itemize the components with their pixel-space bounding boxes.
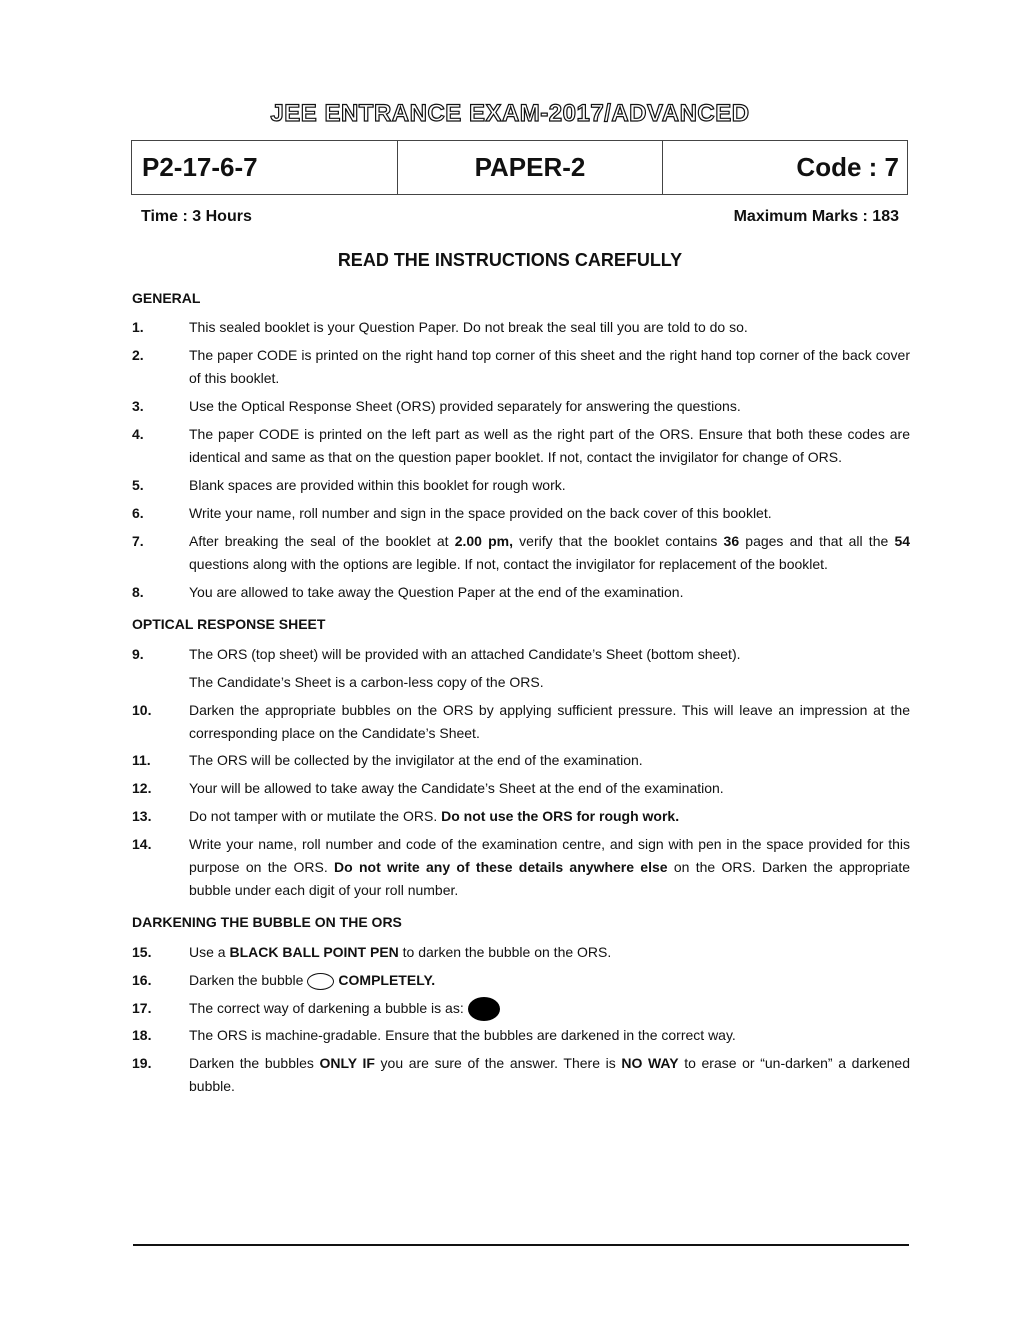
exam-time: Time : 3 Hours: [141, 208, 252, 225]
item-number: 18.: [132, 1027, 152, 1043]
item-text: [189, 997, 910, 1021]
text-run: on the ORS. Darken the appropriate bubble under each digit of your roll number.: [189, 859, 910, 898]
instruction-item: [132, 805, 910, 828]
item-text: The ORS (top sheet) will be provided with an attached Candidate’s Sheet (bottom sheet).: [189, 646, 741, 662]
section-title-darkening: DARKENING THE BUBBLE ON THE ORS: [132, 914, 402, 930]
instruction-item: [132, 749, 910, 772]
paper-code: Code : 7: [796, 152, 899, 182]
text-run: After breaking the seal of the booklet at: [189, 533, 455, 549]
item-text: The Candidate’s Sheet is a carbon-less copy of the ORS.: [189, 674, 544, 690]
instruction-item: [132, 833, 910, 902]
item-text: [189, 941, 910, 964]
text-run: pages and that all the: [739, 533, 895, 549]
text-run: to erase or “un-darken” a darkened bubble.: [189, 1055, 910, 1094]
bold-warning: Do not use the ORS for rough work.: [441, 808, 680, 824]
text-run: Do not tamper with or mutilate the ORS.: [189, 808, 442, 824]
bold-no-way: NO WAY: [621, 1055, 679, 1071]
item-number: 5.: [132, 477, 144, 493]
instruction-item-continued: [132, 671, 910, 694]
text-run: The correct way of darkening a bubble is as:: [189, 1000, 464, 1016]
item-number: 3.: [132, 398, 144, 414]
instruction-item: [132, 969, 910, 992]
exam-meta-row: [141, 208, 899, 226]
item-text: [189, 833, 910, 902]
bold-pen: BLACK BALL POINT PEN: [229, 944, 399, 960]
instruction-item: [132, 474, 910, 497]
item-text: The ORS is machine-gradable. Ensure that the bubbles are darkened in the correct way.: [189, 1027, 736, 1043]
item-number: 19.: [132, 1055, 152, 1071]
instruction-item: [132, 997, 910, 1021]
item-text: Blank spaces are provided within this booklet for rough work.: [189, 477, 566, 493]
item-number: 11.: [132, 752, 151, 768]
section-title-ors: OPTICAL RESPONSE SHEET: [132, 616, 326, 632]
item-number: 12.: [132, 780, 152, 796]
item-text: You are allowed to take away the Question Paper at the end of the examination.: [189, 584, 684, 600]
paper-id: P2-17-6-7: [132, 141, 398, 194]
instruction-item: [132, 316, 910, 339]
paper-code-table: [131, 140, 908, 195]
item-text: [189, 805, 910, 828]
item-number: 9.: [132, 646, 144, 662]
item-number: 1.: [132, 319, 144, 335]
instruction-item: [132, 777, 910, 800]
instruction-item: [132, 699, 910, 745]
bold-time: 2.00 pm,: [454, 533, 513, 549]
instruction-item: [132, 395, 910, 418]
item-number: 16.: [132, 972, 152, 988]
instruction-item: [132, 581, 910, 604]
item-number: 15.: [132, 944, 152, 960]
text-run: questions along with the options are legible. If not, contact the invigilator for replacement of the booklet.: [189, 556, 828, 572]
text-run: Use a: [189, 944, 230, 960]
item-number: 14.: [132, 836, 152, 852]
instruction-item: [132, 530, 910, 576]
item-text: [189, 530, 910, 576]
instructions-heading: READ THE INSTRUCTIONS CAREFULLY: [337, 250, 683, 270]
instruction-item: [132, 1024, 910, 1047]
empty-bubble-icon: [307, 973, 334, 990]
instruction-item: [132, 643, 910, 666]
text-run: Darken the bubble: [189, 972, 304, 988]
instruction-item: [132, 344, 910, 390]
instruction-item: [132, 941, 910, 964]
item-number: 13.: [132, 808, 152, 824]
item-text: Use the Optical Response Sheet (ORS) provided separately for answering the questions.: [189, 398, 741, 414]
item-number: 6.: [132, 505, 144, 521]
text-run: Write your name, roll number and code of the examination centre, and sign with pen in the space provided for this purpose on the ORS.: [189, 836, 910, 875]
text-run: Darken the bubbles: [189, 1055, 320, 1071]
paper-name: PAPER-2: [398, 141, 663, 194]
max-marks: Maximum Marks : 183: [733, 208, 899, 225]
item-text: The paper CODE is printed on the right hand top corner of this sheet and the right hand top corner of the back cover of this booklet.: [189, 347, 910, 386]
item-text: Darken the appropriate bubbles on the ORS by applying sufficient pressure. This will leave an impression at the corresponding place on the Candidate’s Sheet.: [189, 702, 910, 741]
exam-title: JEE ENTRANCE EXAM-2017/ADVANCED: [270, 100, 750, 127]
item-text: [189, 1052, 910, 1098]
item-number: 2.: [132, 347, 144, 363]
instruction-item: [132, 502, 910, 525]
item-text: This sealed booklet is your Question Paper. Do not break the seal till you are told to do so.: [189, 319, 748, 335]
item-text: [189, 969, 910, 992]
footer-rule: [133, 1244, 909, 1246]
section-title-general: GENERAL: [132, 290, 201, 306]
bold-pages: 36: [723, 533, 740, 549]
instruction-item: [132, 1052, 910, 1098]
text-run: verify that the booklet contains: [513, 533, 724, 549]
item-number: 4.: [132, 426, 144, 442]
bold-questions: 54: [894, 533, 911, 549]
text-run: to darken the bubble on the ORS.: [398, 944, 612, 960]
item-text: Write your name, roll number and sign in the space provided on the back cover of this booklet.: [189, 505, 772, 521]
bold-only-if: ONLY IF: [319, 1055, 375, 1071]
item-text: Your will be allowed to take away the Candidate’s Sheet at the end of the examination.: [189, 780, 724, 796]
filled-bubble-icon: [468, 997, 500, 1021]
item-number: 8.: [132, 584, 144, 600]
item-number: 17.: [132, 1000, 152, 1016]
bold-warning: Do not write any of these details anywhere else: [334, 859, 668, 875]
item-text: The ORS will be collected by the invigilator at the end of the examination.: [189, 752, 643, 768]
instruction-item: [132, 423, 910, 469]
item-text: The paper CODE is printed on the left part as well as the right part of the ORS. Ensure that both these codes are identical and same as that on the question paper booklet. If not, contact the invigilator for change of ORS.: [189, 426, 910, 465]
bold-completely: COMPLETELY.: [338, 972, 436, 988]
item-number: 7.: [132, 533, 144, 549]
text-run: you are sure of the answer. There is: [374, 1055, 622, 1071]
item-number: 10.: [132, 702, 152, 718]
